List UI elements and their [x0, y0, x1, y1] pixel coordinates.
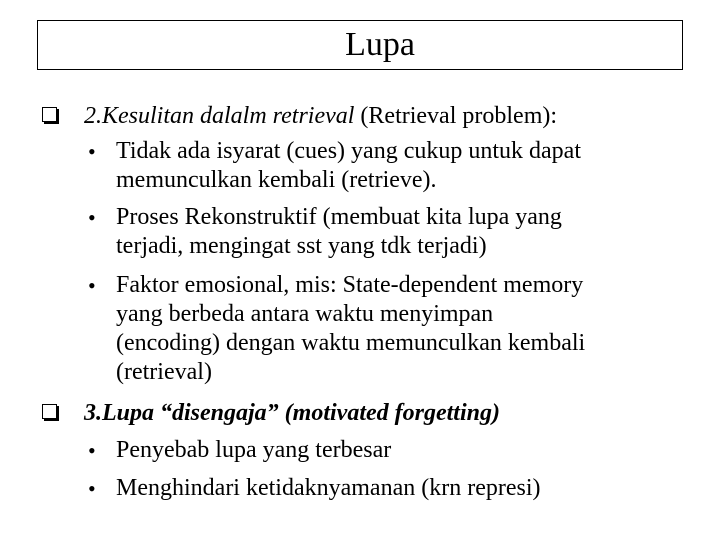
bullet-3-line-3: (encoding) dengan waktu memunculkan kembali: [116, 330, 586, 356]
bullet-2-line-2: terjadi, mengingat sst yang tdk terjadi): [116, 233, 487, 259]
section-2-heading: [84, 398, 500, 428]
bullet-5-line-1: Menghindari ketidaknyamanan (krn represi): [116, 475, 541, 501]
bullet-3-line-2: yang berbeda antara waktu menyimpan: [116, 301, 494, 327]
section-2-heading-bold-italic: 3.Lupa “disengaja” (motivated forgetting): [84, 400, 500, 426]
section-1-heading: [84, 101, 557, 131]
bullet-1-line-2: memunculkan kembali (retrieve).: [116, 167, 437, 193]
bullet-dot-icon: •: [88, 139, 96, 164]
bullet-3-line-4: (retrieval): [116, 359, 212, 385]
bullet-3-line-1: Faktor emosional, mis: State-dependent memory: [116, 272, 584, 298]
bullet-dot-icon: •: [88, 476, 96, 501]
section-1-heading-plain: (Retrieval problem):: [354, 103, 558, 129]
checkbox-square-icon: [42, 404, 57, 419]
bullet-dot-icon: •: [88, 438, 96, 463]
section-1-heading-italic: 2.Kesulitan dalalm retrieval: [84, 103, 355, 129]
slide-title: Lupa: [345, 26, 415, 63]
bullet-dot-icon: •: [88, 273, 96, 298]
bullet-2-line-1: Proses Rekonstruktif (membuat kita lupa yang: [116, 204, 562, 230]
checkbox-square-icon: [42, 107, 57, 122]
bullet-4-line-1: Penyebab lupa yang terbesar: [116, 437, 392, 463]
bullet-dot-icon: •: [88, 205, 96, 230]
bullet-1-line-1: Tidak ada isyarat (cues) yang cukup untuk dapat: [116, 138, 581, 164]
